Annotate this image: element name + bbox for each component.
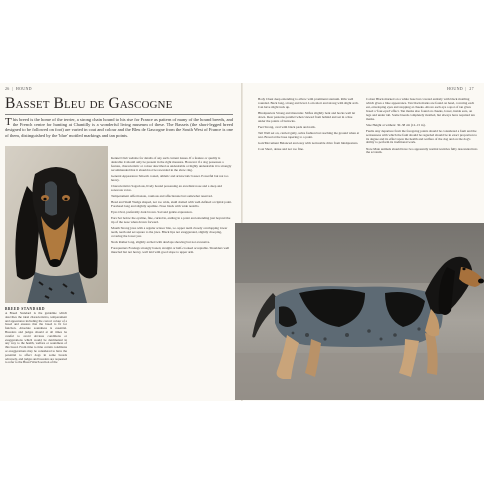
- right-paragraph: Body Chest deep extending to elbow with prominent sternum. Ribs well rounded. Back long, strong and level. Loin short and strong with slight arch. Can have slight tuck up.: [258, 97, 359, 109]
- middle-paragraph: General Appearance Smooth coated, athletic and aristocratic basset. Powerful but not too heavy.: [111, 173, 229, 182]
- right-running-head: HOUND: [447, 86, 463, 91]
- middle-paragraph: Forequarters Forelegs strongly boned, straight or half-crooked acceptable. Shoulders well muscled but not heavy, well laid with good slope to upper arm.: [111, 246, 230, 254]
- right-paragraph: Feet Strong, oval with black pads and nails.: [258, 124, 316, 129]
- right-paragraph: Gait/Movement Balanced and easy with noticeable drive from hindquarters.: [258, 140, 359, 145]
- middle-paragraph: Characteristics Sagacious, lively hound possessing an excellent nose and a deep and sonorous voice.: [111, 183, 222, 192]
- middle-paragraph: Neck Rather long, slightly arched with dewlaps showing but not excessive.: [111, 239, 211, 244]
- middle-paragraph: Temperament Affectionate, cautious and affectionate but somewhat reserved.: [111, 193, 213, 198]
- left-running-head: HOUND: [15, 86, 32, 91]
- middle-paragraph: Head and Skull Wedge shaped, not too wide, skull domed with well-defined occipital point. Forehead long and slightly aquiline. Nose black with wide nostrils.: [111, 199, 232, 208]
- dog-body-photo: [235, 223, 484, 400]
- right-paragraph: Colour Black marked on a white base but covered entirely with black mottling which gives a blue appearance. Tan black marks are found on head, covering each ear, enveloping eyes and stopping at cheeks. Above each eye a spot of tan gives breed a 'four-eyed' effect. Tan marks also found on cheeks, lower, inside ears, on legs and under tail. Some breeds completely mottled, but always have required tan marks.: [366, 97, 475, 121]
- right-page-header: HOUND | 27: [447, 86, 474, 91]
- left-page-number: 26: [5, 86, 10, 91]
- intro-text: his breed is the home of the terrier, a strong chain hound to his rise for France as pattern of many of the hound breeds, and the French centre for hunting at Chantilly is a wonderful living museum of these. The Bassets (the short-legged breed designed to be followed on foot) are varied in coat and colour and the Bleu de Gascogne from the South West of France is one of them, distinguished by the 'blue' mottled markings and tan points.: [5, 117, 233, 138]
- right-paragraph: Note Male animals should have two apparently normal testicles fully descended into the scrotum.: [366, 146, 478, 155]
- standard-text: A Breed Standard is the guideline which describes the ideal characteristics, temperament and appearance including the correct colour of a breed and ensures that the breed is fit for function. Absolute soundness is essential. Breeders and judges should at all times be careful to avoid obvious conditions or exaggerations which would be detrimental in any way to the health, welfare or soundness of this breed. From time to time certain conditions or exaggerations may be considered to have the potential to affect dogs in some breeds adversely, and judges and breeders are requested to refer to the Breed Watch section of the: [5, 311, 68, 365]
- standard-heading: BREED STANDARD: [5, 307, 45, 311]
- dog-head-photo: [5, 146, 108, 303]
- right-column-a: [258, 98, 360, 154]
- intro-paragraph: [5, 117, 233, 138]
- right-paragraph: Coat Short, dense and not too fine.: [258, 147, 304, 151]
- middle-paragraph: Mouth Strong jaws with a regular scissor bite, i.e. upper teeth closely overlapping lower teeth, teeth and set square to the jaws. Black lips not exaggerated, slightly drooping, covering the lower jaw.: [111, 226, 228, 238]
- middle-paragraph: Kennel Club website for details of any such current issues. If a feature or quality is desirable it should only be present in the right measure. However if a dog possesses a feature, characteristic or colour described as undesirable or highly undesirable it is strongly recommended that it should not be rewarded in the show ring.: [111, 156, 232, 172]
- middle-paragraph: Eyes Oval, preferably dark brown. Sad and gentle expression.: [111, 209, 193, 214]
- left-page-header: 26 | HOUND: [5, 86, 32, 91]
- right-paragraph: Faults Any departure from the foregoing points should be considered a fault and the seriousness with which the fault should be regarded should be in exact proportion to its degree and its effect upon the health and welfare of the dog and on the dog's ability to perform its traditional work.: [366, 128, 478, 145]
- right-page-number: 27: [469, 86, 474, 91]
- right-paragraph: Size Height at withers: 30–38 cm (12–15 in).: [366, 122, 426, 127]
- middle-column: [111, 157, 233, 257]
- right-paragraph: Hindquarters Strong and muscular. Stifles slightly bent and hocks well let down. Rear pasterns parallel when viewed from behind and set in a line under the points of buttocks.: [258, 110, 356, 123]
- right-column-b: [366, 98, 478, 158]
- breed-title: Basset Bleu de Gascogne: [5, 95, 173, 112]
- title-underline: [5, 114, 233, 115]
- middle-paragraph: Ears Set below the eyeline, fine, curled in, ending in a point and extending just beyond the tip of the nose when drawn forward.: [111, 216, 231, 224]
- right-paragraph: Tail Well set on, carried gaily, sabre fashion but reaching the ground when at rest. Broad at the base tapering to a point.: [258, 130, 360, 139]
- intro-dropcap: T: [5, 115, 12, 128]
